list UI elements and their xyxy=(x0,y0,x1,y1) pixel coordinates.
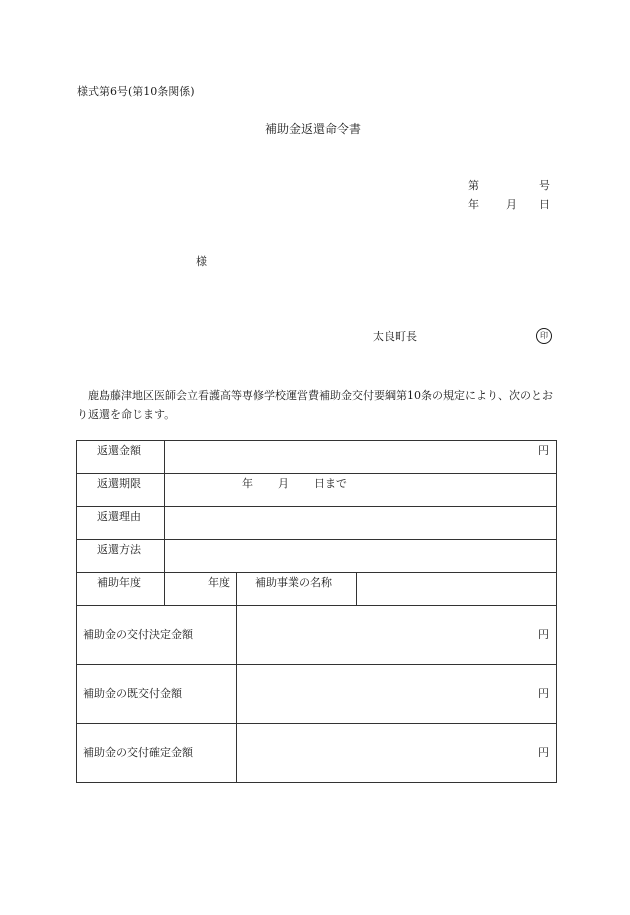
issuer-title: 太良町長 xyxy=(373,330,417,343)
deadline-year: 年 xyxy=(242,477,253,490)
date-day: 日 xyxy=(539,198,550,211)
table-row xyxy=(77,441,557,474)
document-number-line xyxy=(468,179,550,193)
table-row xyxy=(77,507,557,540)
deadline-field[interactable] xyxy=(165,474,557,507)
project-name-label: 補助事業の名称 xyxy=(237,573,357,606)
reason-field[interactable] xyxy=(165,507,557,540)
fiscal-year-label: 補助年度 xyxy=(77,573,165,606)
project-name-field[interactable] xyxy=(357,573,557,606)
amount-label: 返還金額 xyxy=(77,441,165,474)
form-number: 様式第6号(第10条関係) xyxy=(77,85,195,98)
paid-amount-field[interactable] xyxy=(237,665,557,724)
amount-field[interactable] xyxy=(165,441,557,474)
addressee-honorific: 様 xyxy=(196,255,207,268)
fiscal-year-unit: 年度 xyxy=(208,576,230,589)
deadline-month: 月 xyxy=(278,477,289,490)
seal-mark: 印 xyxy=(536,328,552,344)
decided-amount-label: 補助金の交付決定金額 xyxy=(77,606,237,665)
table-row xyxy=(77,474,557,507)
table-row xyxy=(77,573,557,606)
deadline-suffix: 日まで xyxy=(314,477,347,490)
confirmed-amount-yen-unit: 円 xyxy=(538,746,550,759)
decided-amount-yen-unit: 円 xyxy=(538,628,550,641)
table-row xyxy=(77,724,557,783)
number-prefix: 第 xyxy=(468,179,479,192)
date-month: 月 xyxy=(506,198,517,211)
fiscal-year-field[interactable] xyxy=(165,573,237,606)
decided-amount-field[interactable] xyxy=(237,606,557,665)
method-label: 返還方法 xyxy=(77,540,165,573)
number-suffix: 号 xyxy=(539,179,550,192)
date-year: 年 xyxy=(468,198,479,211)
body-text: 鹿島藤津地区医師会立看護高等専修学校運営費補助金交付要綱第10条の規定により、次のとおり返還を命じます。 xyxy=(77,389,553,421)
table-row xyxy=(77,540,557,573)
confirmed-amount-field[interactable] xyxy=(237,724,557,783)
reason-label: 返還理由 xyxy=(77,507,165,540)
table-row xyxy=(77,665,557,724)
document-title: 補助金返還命令書 xyxy=(265,122,362,136)
method-field[interactable] xyxy=(165,540,557,573)
return-order-table xyxy=(76,440,557,783)
deadline-label: 返還期限 xyxy=(77,474,165,507)
table-row xyxy=(77,606,557,665)
confirmed-amount-label: 補助金の交付確定金額 xyxy=(77,724,237,783)
paid-amount-yen-unit: 円 xyxy=(538,687,550,700)
amount-yen-unit: 円 xyxy=(538,444,550,457)
paid-amount-label: 補助金の既交付金額 xyxy=(77,665,237,724)
